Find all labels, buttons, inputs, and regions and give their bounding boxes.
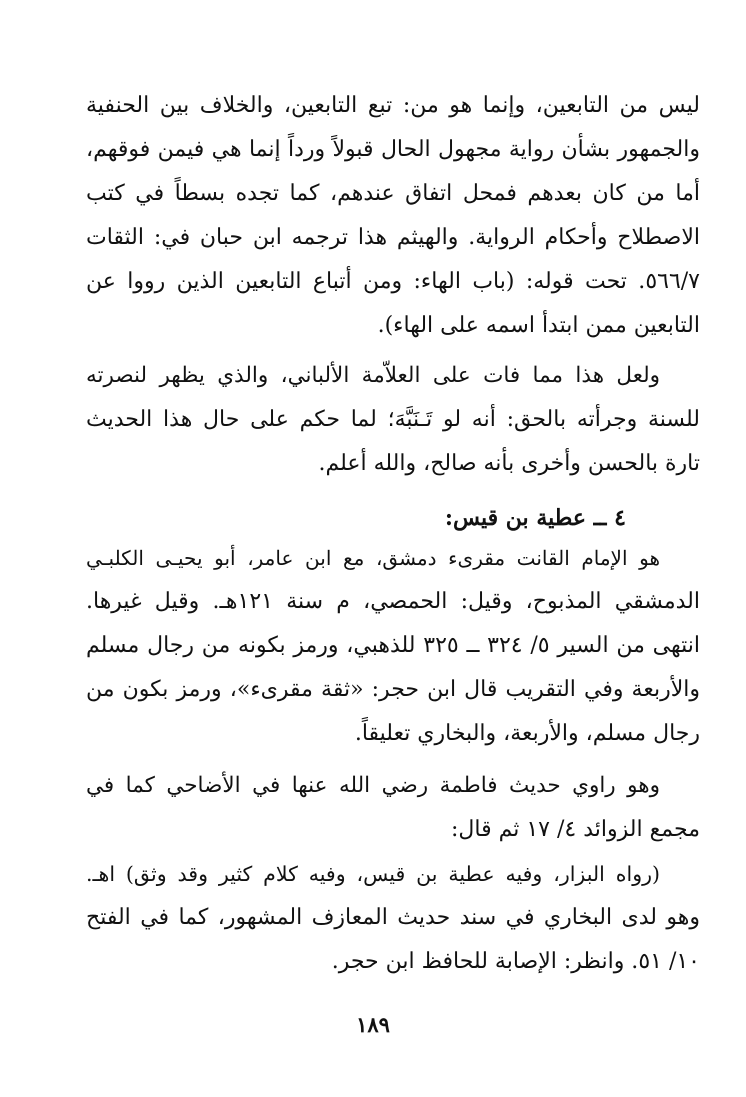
text-line: ولعل هذا مما فات على العلاّمة الألباني، والذي يظهر لنصرته [86, 363, 660, 388]
text-line: والجمهور بشأن رواية مجهول الحال قبولاً ورداً إنما هي فيمن فوقهم، [86, 137, 700, 162]
paragraph-1 [86, 84, 700, 348]
text-line: تارة بالحسن وأخرى بأنه صالح، والله أعلم. [318, 451, 700, 476]
text-line: ١٠/ ٥١. وانظر: الإصابة للحافظ ابن حجر. [331, 949, 700, 974]
text-line: ليس من التابعين، وإنما هو من: تبع التابعين، والخلاف بين الحنفية [86, 93, 700, 118]
page-number: ١٨٩ [356, 1012, 390, 1037]
text-line: الاصطلاح وأحكام الرواية. والهيثم هذا ترجمه ابن حبان في: الثقات [86, 225, 700, 250]
paragraph-2 [86, 354, 700, 486]
text-line: وهو لدى البخاري في سند حديث المعازف المشهور، كما في الفتح [86, 905, 700, 930]
text-line: للسنة وجرأته بالحق: أنه لو تَـنَبَّهَ؛ لما حكم على حال هذا الحديث [86, 407, 700, 432]
text-line: مجمع الزوائد ٤/ ١٧ ثم قال: [450, 817, 700, 842]
text-line: التابعين ممن ابتدأ اسمه على الهاء). [377, 313, 700, 338]
text-line: رجال مسلم، والأربعة، والبخاري تعليقاً. [354, 721, 700, 746]
text-line: أما من كان بعدهم فمحل اتفاق عندهم، كما تجده بسطاً في كتب [86, 181, 700, 206]
text-line: هو الإمام القانت مقرىء دمشق، مع ابن عامر، أبو يحيـى الكلبـي [86, 546, 660, 570]
text-line: انتهى من السير ٥/ ٣٢٤ ــ ٣٢٥ للذهبي، ورمز بكونه من رجال مسلم [86, 633, 700, 658]
text-line: ٥٦٦/٧. تحت قوله: (باب الهاء: ومن أتباع التابعين الذين رووا عن [86, 269, 700, 294]
text-line: الدمشقي المذبوح، وقيل: الحمصي، م سنة ١٢١هـ. وقيل غيرها. [86, 589, 701, 614]
section-heading: ٤ ــ عطية بن قيس: [444, 505, 626, 531]
text-line: (رواه البزار، وفيه عطية بن قيس، وفيه كلام كثير وقد وثق) اهـ. [86, 862, 660, 886]
paragraph-5 [86, 852, 700, 984]
paragraph-4 [86, 764, 700, 852]
text-line: والأربعة وفي التقريب قال ابن حجر: «ثقة مقرىء»، ورمز بكون من [86, 677, 700, 702]
paragraph-3 [86, 536, 700, 756]
text-line: وهو راوي حديث فاطمة رضي الله عنها في الأضاحي كما في [86, 773, 660, 798]
